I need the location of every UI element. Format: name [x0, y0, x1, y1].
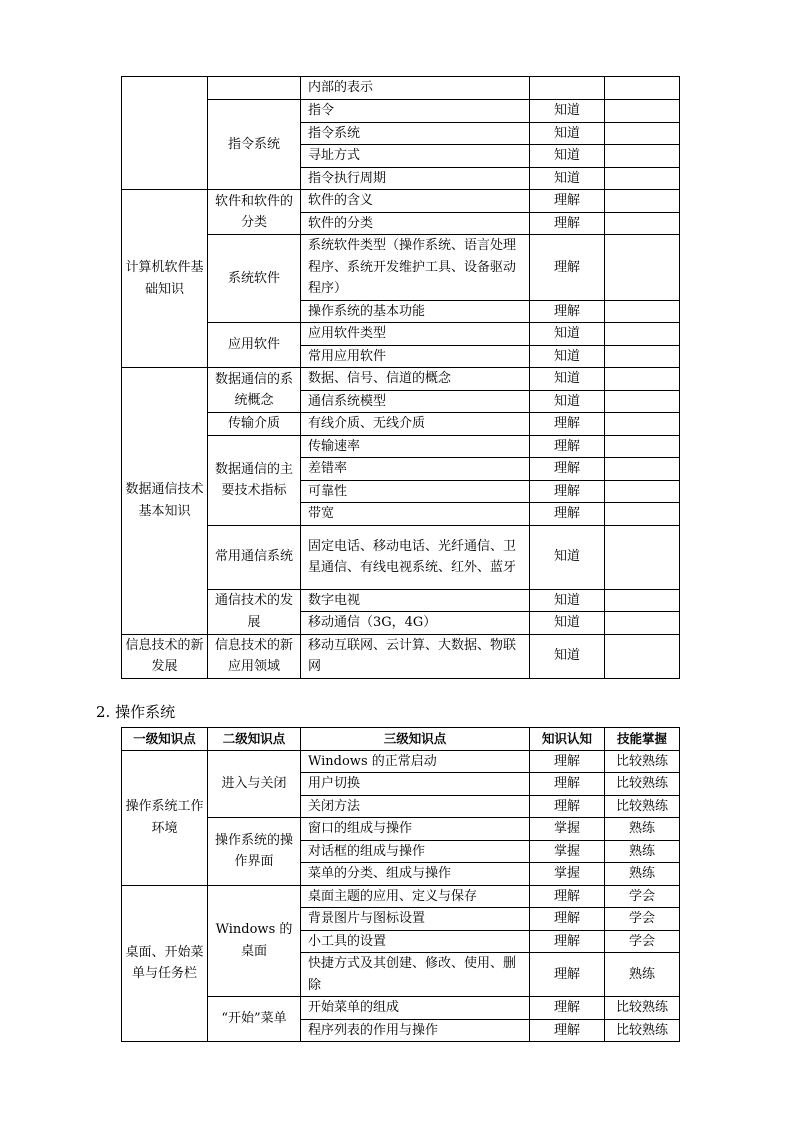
table-row	[122, 634, 680, 678]
level3-cell: 移动互联网、云计算、大数据、物联网	[301, 634, 530, 678]
header-skill: 技能掌握	[605, 728, 680, 751]
skill-cell	[605, 300, 680, 323]
skill-cell: 学会	[605, 930, 680, 953]
knowledge-cell: 知道	[530, 525, 605, 589]
level3-cell: 应用软件类型	[301, 323, 530, 346]
knowledge-cell: 理解	[530, 1019, 605, 1042]
level2-cell: 数据通信的系统概念	[208, 368, 301, 413]
skill-cell: 熟练	[605, 818, 680, 841]
knowledge-cell: 理解	[530, 503, 605, 526]
skill-cell	[605, 235, 680, 301]
knowledge-cell: 知道	[530, 323, 605, 346]
level3-cell: 指令执行周期	[301, 167, 530, 190]
skill-cell	[605, 323, 680, 346]
skill-cell: 比较熟练	[605, 773, 680, 796]
skill-cell	[605, 612, 680, 635]
skill-cell: 比较熟练	[605, 795, 680, 818]
knowledge-cell: 理解	[530, 413, 605, 436]
knowledge-cell: 知道	[530, 122, 605, 145]
level2-cell: 进入与关闭	[208, 750, 301, 818]
knowledge-cell: 理解	[530, 773, 605, 796]
level3-cell: 内部的表示	[301, 77, 530, 100]
level3-cell: 用户切换	[301, 773, 530, 796]
section-heading: 2. 操作系统	[96, 703, 176, 721]
level3-cell: 操作系统的基本功能	[301, 300, 530, 323]
skill-cell	[605, 345, 680, 368]
level2-cell: 系统软件	[208, 235, 301, 323]
skill-cell: 熟练	[605, 863, 680, 886]
header-level2: 二级知识点	[208, 728, 301, 751]
level1-cell: 操作系统工作环境	[122, 750, 208, 885]
skill-cell	[605, 368, 680, 391]
knowledge-cell: 知道	[530, 100, 605, 123]
level1-cell: 数据通信技术基本知识	[122, 368, 208, 635]
level3-cell: 菜单的分类、组成与操作	[301, 863, 530, 886]
skill-cell: 熟练	[605, 840, 680, 863]
table-row	[122, 190, 680, 213]
skill-cell	[605, 435, 680, 458]
skill-cell: 比较熟练	[605, 1019, 680, 1042]
level3-cell: 可靠性	[301, 480, 530, 503]
level3-cell: 开始菜单的组成	[301, 997, 530, 1020]
level3-cell: 系统软件类型（操作系统、语言处理程序、系统开发维护工具、设备驱动程序）	[301, 235, 530, 301]
skill-cell	[605, 190, 680, 213]
knowledge-cell: 理解	[530, 300, 605, 323]
knowledge-cell: 理解	[530, 997, 605, 1020]
level3-cell: 固定电话、移动电话、光纤通信、卫星通信、有线电视系统、红外、蓝牙	[301, 525, 530, 589]
level3-cell: 常用应用软件	[301, 345, 530, 368]
level3-cell: 有线介质、无线介质	[301, 413, 530, 436]
level3-cell: 对话框的组成与操作	[301, 840, 530, 863]
level3-cell: Windows 的正常启动	[301, 750, 530, 773]
knowledge-cell: 知道	[530, 145, 605, 168]
knowledge-cell	[530, 77, 605, 100]
table-row	[122, 750, 680, 773]
level2-cell: 数据通信的主要技术指标	[208, 435, 301, 525]
os-knowledge-table	[121, 727, 680, 1042]
knowledge-cell: 掌握	[530, 840, 605, 863]
level2-cell: “开始”菜单	[208, 997, 301, 1042]
knowledge-cell: 知道	[530, 589, 605, 612]
knowledge-cell: 理解	[530, 908, 605, 931]
level2-cell: 通信技术的发展	[208, 589, 301, 634]
level3-cell: 程序列表的作用与操作	[301, 1019, 530, 1042]
level3-cell: 指令系统	[301, 122, 530, 145]
knowledge-cell: 知道	[530, 612, 605, 635]
knowledge-cell: 理解	[530, 458, 605, 481]
level1-cell	[122, 77, 208, 190]
level2-cell: 传输介质	[208, 413, 301, 436]
table-row	[122, 368, 680, 391]
level2-cell: Windows 的桌面	[208, 885, 301, 997]
knowledge-cell: 掌握	[530, 818, 605, 841]
level2-cell: 应用软件	[208, 323, 301, 368]
knowledge-cell: 掌握	[530, 863, 605, 886]
skill-cell	[605, 122, 680, 145]
knowledge-cell: 理解	[530, 750, 605, 773]
level3-cell: 背景图片与图标设置	[301, 908, 530, 931]
skill-cell	[605, 413, 680, 436]
header-level1: 一级知识点	[122, 728, 208, 751]
level3-cell: 差错率	[301, 458, 530, 481]
skill-cell	[605, 525, 680, 589]
skill-cell	[605, 145, 680, 168]
level1-cell: 信息技术的新发展	[122, 634, 208, 678]
header-knowledge: 知识认知	[530, 728, 605, 751]
skill-cell	[605, 589, 680, 612]
header-level3: 三级知识点	[301, 728, 530, 751]
level3-cell: 软件的含义	[301, 190, 530, 213]
table-row	[122, 77, 680, 100]
level1-cell: 计算机软件基础知识	[122, 190, 208, 368]
skill-cell	[605, 167, 680, 190]
level3-cell: 快捷方式及其创建、修改、使用、删除	[301, 953, 530, 997]
level3-cell: 移动通信（3G，4G）	[301, 612, 530, 635]
level3-cell: 寻址方式	[301, 145, 530, 168]
skill-cell	[605, 77, 680, 100]
knowledge-cell: 知道	[530, 345, 605, 368]
skill-cell	[605, 100, 680, 123]
knowledge-cell: 理解	[530, 235, 605, 301]
level3-cell: 关闭方法	[301, 795, 530, 818]
knowledge-cell: 理解	[530, 212, 605, 235]
knowledge-cell: 知道	[530, 368, 605, 391]
knowledge-cell: 理解	[530, 435, 605, 458]
knowledge-table-continued	[121, 76, 680, 679]
knowledge-cell: 理解	[530, 930, 605, 953]
skill-cell: 学会	[605, 908, 680, 931]
knowledge-cell: 理解	[530, 795, 605, 818]
knowledge-cell: 知道	[530, 167, 605, 190]
knowledge-cell: 理解	[530, 480, 605, 503]
level3-cell: 指令	[301, 100, 530, 123]
level3-cell: 窗口的组成与操作	[301, 818, 530, 841]
skill-cell: 比较熟练	[605, 750, 680, 773]
level3-cell: 数字电视	[301, 589, 530, 612]
level2-cell	[208, 77, 301, 100]
knowledge-cell: 理解	[530, 190, 605, 213]
skill-cell	[605, 458, 680, 481]
level3-cell: 桌面主题的应用、定义与保存	[301, 885, 530, 908]
knowledge-cell: 知道	[530, 634, 605, 678]
knowledge-cell: 理解	[530, 885, 605, 908]
table-row	[122, 885, 680, 908]
skill-cell	[605, 212, 680, 235]
skill-cell	[605, 480, 680, 503]
knowledge-cell: 知道	[530, 390, 605, 413]
level1-cell: 桌面、开始菜单与任务栏	[122, 885, 208, 1042]
level2-cell: 常用通信系统	[208, 525, 301, 589]
level3-cell: 传输速率	[301, 435, 530, 458]
knowledge-cell: 理解	[530, 953, 605, 997]
skill-cell	[605, 390, 680, 413]
level3-cell: 通信系统模型	[301, 390, 530, 413]
level3-cell: 带宽	[301, 503, 530, 526]
table-header-row	[122, 728, 680, 751]
level2-cell: 指令系统	[208, 100, 301, 190]
level3-cell: 软件的分类	[301, 212, 530, 235]
skill-cell: 比较熟练	[605, 997, 680, 1020]
level3-cell: 数据、信号、信道的概念	[301, 368, 530, 391]
level3-cell: 小工具的设置	[301, 930, 530, 953]
level2-cell: 信息技术的新应用领域	[208, 634, 301, 678]
skill-cell: 学会	[605, 885, 680, 908]
level2-cell: 软件和软件的分类	[208, 190, 301, 235]
skill-cell: 熟练	[605, 953, 680, 997]
skill-cell	[605, 503, 680, 526]
level2-cell: 操作系统的操作界面	[208, 818, 301, 886]
skill-cell	[605, 634, 680, 678]
